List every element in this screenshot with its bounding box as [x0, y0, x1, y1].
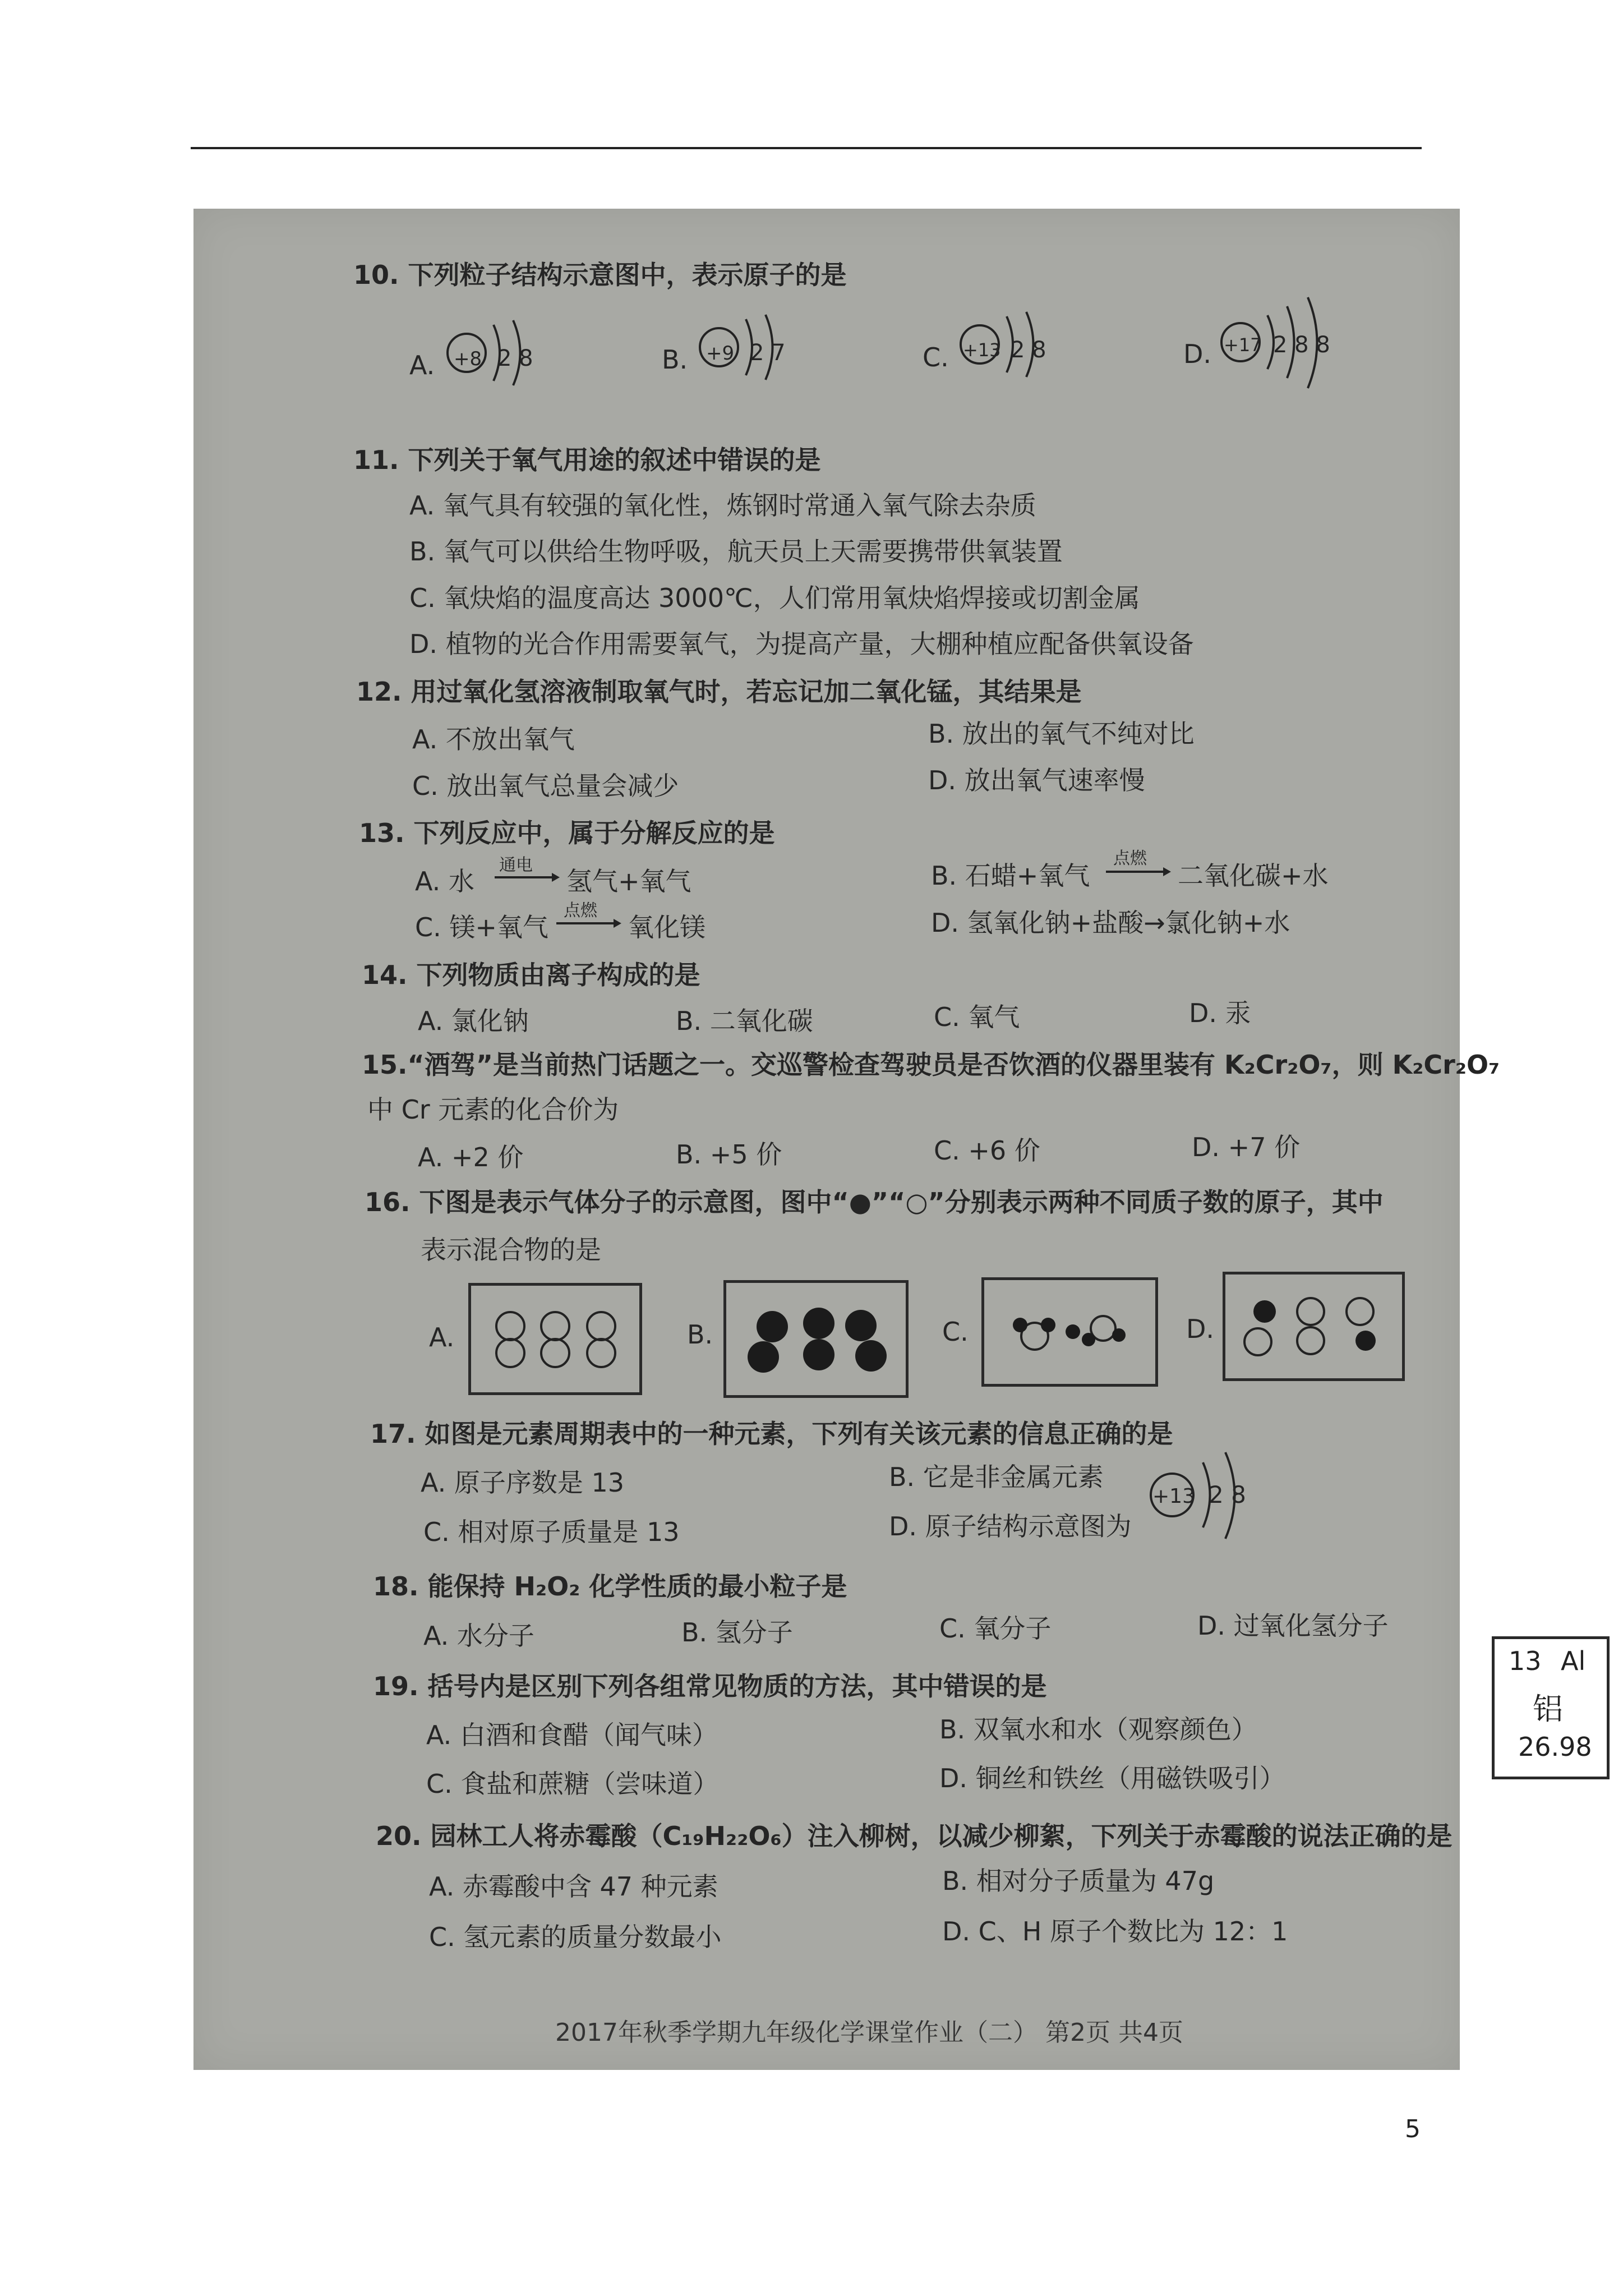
q18-stem: 18. 能保持 H₂O₂ 化学性质的最小粒子是: [373, 1571, 847, 1602]
q12-option-a: A. 不放出氧气: [412, 724, 575, 754]
q16-option-b-letter: B.: [687, 1319, 713, 1350]
q16-option-a-box: [468, 1283, 642, 1395]
q10-option-c-nucleus: +13: [963, 339, 1001, 361]
q17-option-d: D. 原子结构示意图为: [889, 1511, 1132, 1542]
q18-option-c: C. 氧分子: [939, 1613, 1052, 1644]
q16-option-c-box: [981, 1277, 1158, 1387]
q17-option-b: B. 它是非金属元素: [889, 1462, 1104, 1492]
q16-stem-line2: 表示混合物的是: [421, 1235, 601, 1265]
q16-option-b-box: [723, 1280, 909, 1398]
q20-option-d: D. C、H 原子个数比为 12：1: [942, 1916, 1288, 1947]
periodic-table-element-card: [1492, 1636, 1610, 1779]
q16-option-a-letter: A.: [429, 1322, 455, 1352]
q11-option-b: B. 氧气可以供给生物呼吸，航天员上天需要携带供氧装置: [409, 536, 1063, 567]
q13-stem: 13. 下列反应中，属于分解反应的是: [359, 818, 775, 848]
q10-option-d-letter: D.: [1183, 339, 1212, 369]
q18-option-b: B. 氢分子: [681, 1617, 793, 1648]
q14-option-b: B. 二氧化碳: [676, 1006, 813, 1036]
q16-stem-line1: 16. 下图是表示气体分子的示意图，图中“●”“○”分别表示两种不同质子数的原子，其中: [365, 1187, 1384, 1217]
q10-option-c-shells: 2 8: [1011, 337, 1046, 363]
q14-stem: 14. 下列物质由离子构成的是: [362, 960, 700, 990]
q10-option-b-nucleus: +9: [706, 342, 735, 365]
q19-option-d: D. 铜丝和铁丝（用磁铁吸引）: [939, 1763, 1285, 1793]
q20-option-a: A. 赤霉酸中含 47 种元素: [429, 1871, 718, 1902]
q17-stem: 17. 如图是元素周期表中的一种元素，下列有关该元素的信息正确的是: [370, 1419, 1173, 1449]
q19-option-b: B. 双氧水和水（观察颜色）: [939, 1714, 1257, 1745]
element-name: 铝: [1533, 1691, 1563, 1727]
q19-option-c: C. 食盐和蔗糖（尝味道）: [426, 1769, 719, 1799]
element-atomic-mass: 26.98: [1518, 1732, 1592, 1762]
q11-stem: 11. 下列关于氧气用途的叙述中错误的是: [353, 445, 821, 475]
q20-stem: 20. 园林工人将赤霉酸（C₁₉H₂₂O₆）注入柳树，以减少柳絮，下列关于赤霉酸的说法正确的是: [376, 1821, 1453, 1851]
q18-option-d: D. 过氧化氢分子: [1197, 1611, 1389, 1641]
q13-option-c-reactants: C. 镁+氧气: [415, 912, 548, 942]
scanned-photo: [193, 209, 1592, 2070]
q18-option-a: A. 水分子: [423, 1621, 534, 1651]
q16-option-c-letter: C.: [942, 1317, 969, 1347]
q13-option-a-condition: 通电: [499, 855, 533, 875]
q19-option-a: A. 白酒和食醋（闻气味）: [426, 1720, 718, 1750]
q15-option-a: A. +2 价: [418, 1142, 524, 1172]
q14-option-d: D. 汞: [1189, 998, 1251, 1028]
q14-option-a: A. 氯化钠: [418, 1006, 529, 1036]
q13-option-b-reactants: B. 石蜡+氧气: [931, 861, 1090, 891]
q15-option-c: C. +6 价: [934, 1135, 1040, 1166]
q14-option-c: C. 氧气: [934, 1002, 1020, 1032]
q16-option-d-box: [1223, 1272, 1405, 1381]
q20-option-b: B. 相对分子质量为 47g: [942, 1866, 1215, 1896]
q13-option-b-condition: 点燃: [1113, 849, 1147, 868]
q10-stem: 10. 下列粒子结构示意图中，表示原子的是: [353, 260, 847, 290]
q13-option-d: D. 氢氧化钠+盐酸→氯化钠+水: [931, 908, 1290, 938]
q17-option-c: C. 相对原子质量是 13: [423, 1517, 680, 1547]
q13-option-c-condition: 点燃: [564, 901, 597, 921]
q10-option-b-shells: 2 7: [750, 340, 786, 366]
q10-option-b-letter: B.: [662, 344, 688, 375]
q11-option-c: C. 氧炔焰的温度高达 3000℃，人们常用氧炔焰焊接或切割金属: [409, 583, 1140, 613]
q12-option-b: B. 放出的氧气不纯对比: [928, 719, 1195, 749]
q10-option-d-nucleus: +17: [1224, 334, 1262, 356]
q13-option-c-arrow-icon: [555, 917, 623, 930]
q13-option-b-products: 二氧化碳+水: [1178, 861, 1329, 891]
element-atomic-number: 13: [1509, 1646, 1542, 1676]
q20-option-c: C. 氢元素的质量分数最小: [429, 1922, 722, 1952]
sheet-footer: 2017年秋季学期九年级化学课堂作业（二） 第2页 共4页: [555, 2018, 1183, 2047]
q16-option-c-molecules: [984, 1280, 1155, 1384]
page-number: 5: [1405, 2115, 1421, 2143]
q10-option-c-letter: C.: [923, 342, 949, 372]
q17-option-a: A. 原子序数是 13: [421, 1467, 625, 1498]
q15-stem-line2: 中 Cr 元素的化合价为: [367, 1094, 619, 1125]
q19-stem: 19. 括号内是区别下列各组常见物质的方法，其中错误的是: [373, 1671, 1047, 1701]
q16-option-b-molecules: [726, 1283, 906, 1395]
q15-option-d: D. +7 价: [1192, 1132, 1301, 1162]
q11-option-a: A. 氧气具有较强的氧化性，炼钢时常通入氧气除去杂质: [409, 490, 1036, 521]
q13-option-a-arrow-icon: [494, 871, 561, 884]
q11-option-d: D. 植物的光合作用需要氧气，为提高产量，大棚种植应配备供氧设备: [409, 629, 1194, 659]
element-symbol: Al: [1561, 1646, 1586, 1676]
q10-option-d-shells: 2 8 8: [1273, 332, 1330, 358]
q10-option-a-nucleus: +8: [454, 348, 482, 370]
q12-option-d: D. 放出氧气速率慢: [928, 765, 1145, 795]
q10-option-a-shells: 2 8: [497, 346, 533, 371]
q16-option-d-letter: D.: [1186, 1314, 1215, 1344]
q13-option-a-reactants: A. 水: [415, 866, 474, 896]
q16-option-a-molecules: [471, 1286, 639, 1392]
q17-atom-shells: 2 8: [1209, 1481, 1246, 1508]
q10-option-a-letter: A.: [409, 350, 435, 380]
q13-option-a-products: 氢气+氧气: [566, 866, 691, 896]
q15-stem-line1: 15.“酒驾”是当前热门话题之一。交巡警检查驾驶员是否饮酒的仪器里装有 K₂Cr₂O₇，则 K₂Cr₂O₇: [362, 1050, 1500, 1080]
q13-option-b-arrow-icon: [1105, 865, 1172, 878]
header-rule: [191, 147, 1422, 149]
q12-stem: 12. 用过氧化氢溶液制取氧气时，若忘记加二氧化锰，其结果是: [356, 677, 1082, 707]
q16-option-d-molecules: [1225, 1274, 1402, 1378]
q15-option-b: B. +5 价: [676, 1139, 782, 1170]
q13-option-c-products: 氧化镁: [628, 912, 706, 942]
q12-option-c: C. 放出氧气总量会减少: [412, 771, 679, 801]
q17-atom-nucleus: +13: [1152, 1485, 1195, 1508]
